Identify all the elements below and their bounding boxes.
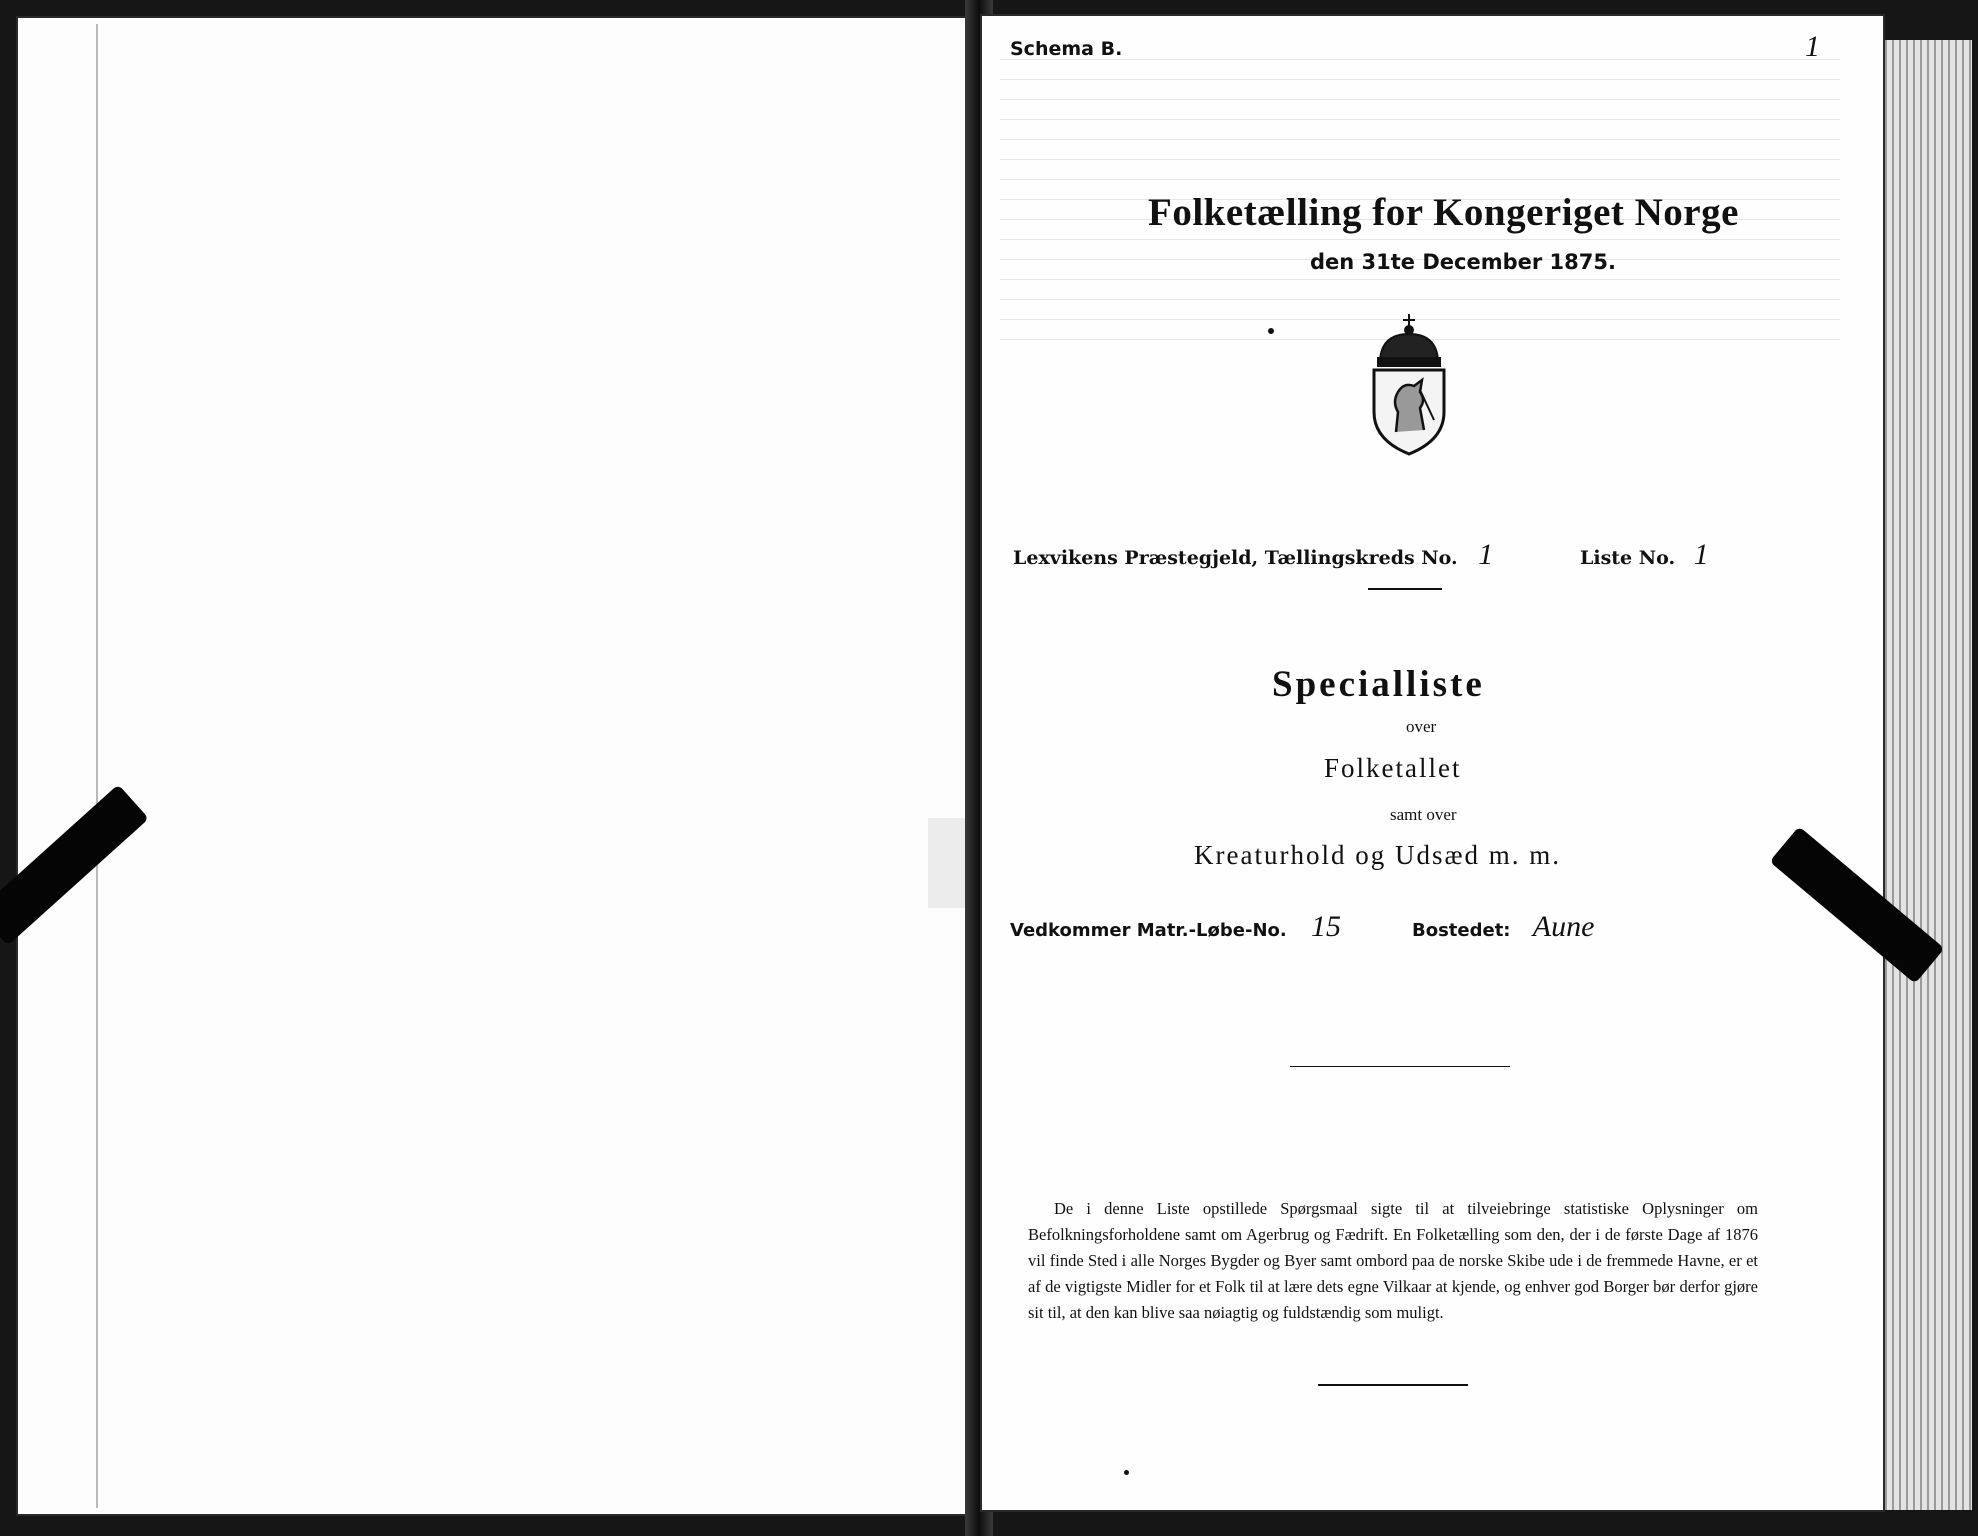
matr-value: 15	[1311, 910, 1341, 943]
over-text: over	[1406, 717, 1437, 736]
bosted-line	[1412, 910, 1594, 944]
location-line	[1013, 538, 1493, 572]
ink-speck-bottom	[1124, 1470, 1129, 1475]
specialliste-heading: Specialliste	[1272, 664, 1485, 705]
list-value: 1	[1693, 538, 1709, 571]
divider-long	[1290, 1066, 1510, 1067]
parish-name: Lexvikens Præstegjeld,	[1013, 547, 1259, 569]
folketallet-text: Folketallet	[1324, 753, 1462, 783]
left-page-margin-line	[96, 24, 98, 1508]
matr-label: Vedkommer Matr.-Løbe-No.	[1010, 920, 1287, 941]
kreaturhold-text: Kreaturhold og Udsæd m. m.	[1194, 840, 1561, 870]
coat-of-arms-icon	[1368, 312, 1450, 457]
divider-short	[1368, 588, 1442, 590]
page-subtitle: den 31te December 1875.	[1310, 250, 1616, 274]
page-number: 1	[1805, 30, 1820, 63]
district-label: Tællingskreds No.	[1264, 547, 1458, 569]
ink-speck	[1268, 328, 1274, 334]
list-label: Liste No.	[1580, 547, 1676, 569]
district-value: 1	[1478, 538, 1494, 571]
matr-line	[1010, 910, 1341, 944]
page-title: Folketælling for Kongeriget Norge	[1148, 191, 1739, 234]
explanatory-paragraph: De i denne Liste opstillede Spørgsmaal sigte til at tilveiebringe statistiske Oplysninger om Befolkningsforholdene samt om Agerbrug og Fædrift. En Folketælling som den, der i de første Dage af 1876 vil finde Sted i alle Norges Bygder og Byer samt ombord paa de norske Skibe ude i de fremmede Havne, er et af de vigtigste Midler for et Folk til at lære dets egne Vilkaar at kjende, og enhver god Borger bør derfor gjøre sit til, at den kan blive saa nøiagtig og fuldstændig som muligt.	[1028, 1199, 1758, 1322]
bosted-value: Aune	[1532, 910, 1595, 943]
bosted-label: Bostedet:	[1412, 920, 1511, 941]
schema-label: Schema B.	[1010, 38, 1123, 60]
divider-bottom	[1318, 1384, 1468, 1386]
left-blank-page	[16, 16, 971, 1516]
page-stack-edge	[1878, 40, 1972, 1510]
left-page-fold-tab	[928, 818, 968, 908]
list-number-line	[1580, 538, 1709, 572]
samt-over-text: samt over	[1390, 805, 1457, 824]
